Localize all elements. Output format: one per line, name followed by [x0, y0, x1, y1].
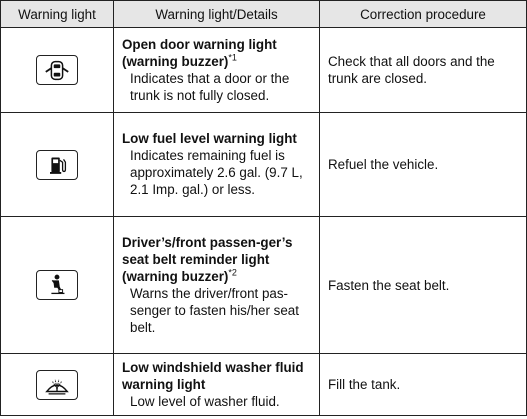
fuel-pump-icon — [36, 150, 78, 180]
warning-description: Warns the driver/front pas-senger to fasten his/her seat belt. — [130, 285, 299, 335]
warning-description: Indicates that a door or the trunk is not fully closed. — [130, 70, 290, 103]
details-cell — [114, 217, 320, 354]
icon-cell — [1, 113, 114, 217]
details-cell — [114, 113, 320, 217]
procedure-cell: Fill the tank. — [320, 354, 527, 416]
details-cell — [114, 354, 320, 416]
table-row — [1, 354, 527, 416]
procedure-cell: Fasten the seat belt. — [320, 217, 527, 354]
warning-title: Open door warning light (warning buzzer)$^{*1}$ — [122, 36, 277, 69]
table-row — [1, 28, 527, 113]
warning-description: Indicates remaining fuel is approximately 2.6 gal. (9.7 L, 2.1 Imp. gal.) or less. — [130, 148, 303, 197]
procedure-cell: Check that all doors and the trunk are closed. — [320, 28, 527, 113]
washer-fluid-icon — [36, 370, 78, 400]
header-warning-light: Warning light — [1, 1, 114, 28]
warning-description: Low level of washer fluid. — [130, 393, 280, 409]
open-door-icon — [36, 55, 78, 85]
header-correction: Correction procedure — [320, 1, 527, 28]
table-row — [1, 113, 527, 217]
details-cell — [114, 28, 320, 113]
icon-cell — [1, 217, 114, 354]
table-row — [1, 217, 527, 354]
warning-title: Low windshield washer fluid warning light — [122, 359, 304, 392]
warning-title: Low fuel level warning light — [122, 131, 297, 146]
header-details: Warning light/Details — [114, 1, 320, 28]
icon-cell — [1, 354, 114, 416]
procedure-cell: Refuel the vehicle. — [320, 113, 527, 217]
icon-cell — [1, 28, 114, 113]
table-header-row — [1, 1, 527, 28]
seat-belt-icon — [36, 270, 78, 300]
warning-title: Driver’s/front passen-ger’s seat belt reminder light (warning buzzer)$^{*2}$ — [122, 234, 293, 284]
